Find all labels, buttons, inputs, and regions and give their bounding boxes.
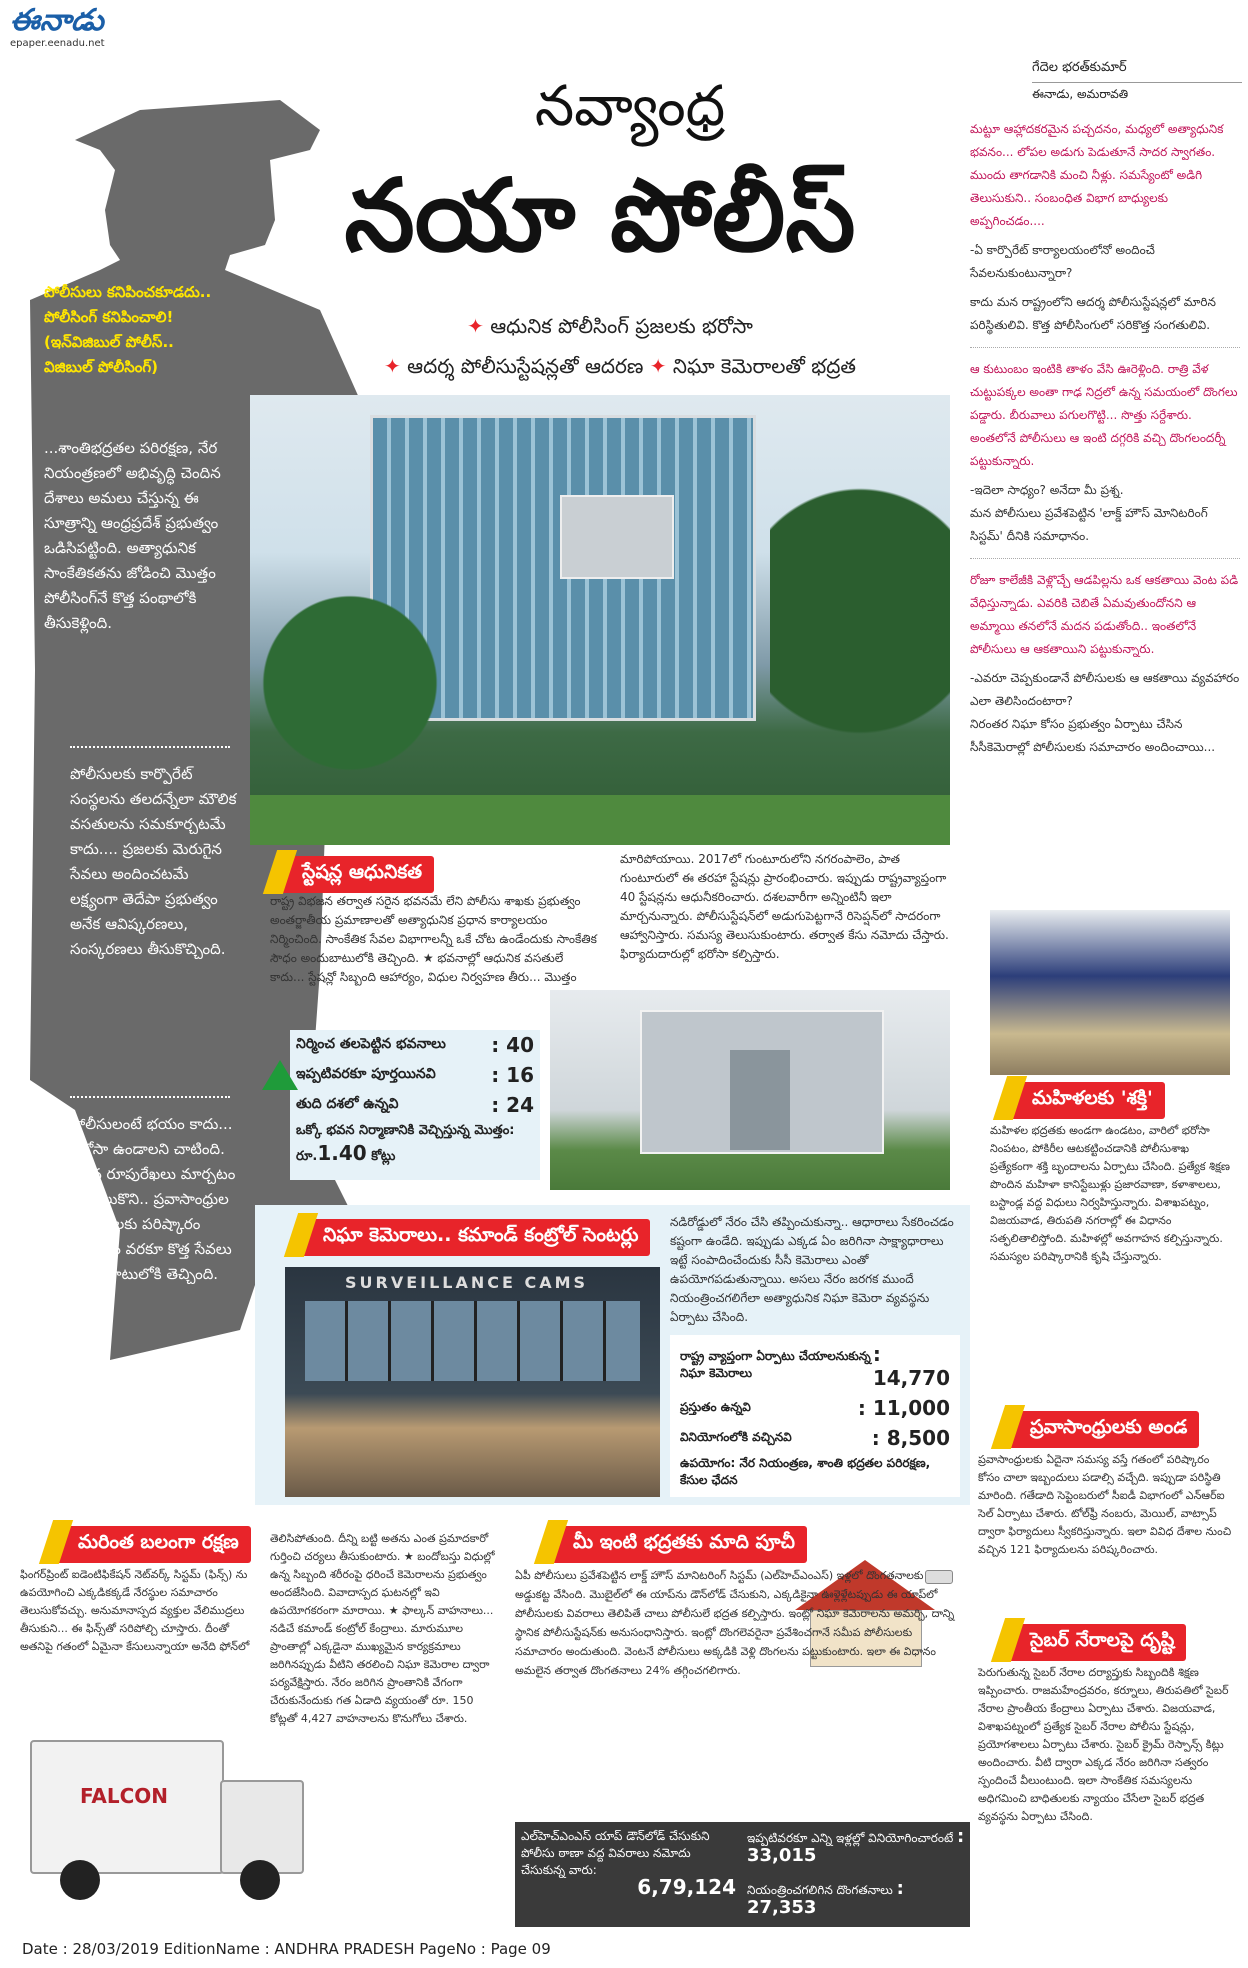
cameras-section xyxy=(255,1205,970,1505)
protection-title: మరింత బలంగా రక్షణ xyxy=(52,1526,251,1563)
sidebar-para-2: పోలీసులకు కార్పొరేట్ సంస్థలను తలదన్నేలా మౌలిక వసతులను సమకూర్చటమే కాదు.... ప్రజలకు మెరుగైన సేవలు అందించటమే లక్ష్యంగా తెదేపా ప్రభుత్వం అనేక ఆవిష్కరణలు, సంస్కరణలు తీసుకొచ్చింది. xyxy=(70,765,237,958)
stations-col-1: రాష్ట్ర విభజన తర్వాత సరైన భవనమే లేని పోలీసు శాఖకు ప్రభుత్వం అంతర్జాతీయ ప్రమాణాలతో అత్యాధునిక ప్రధాన కార్యాలయం నిర్మించింది. సాంకేతిక సేవల విభాగాలన్నీ ఒకే చోట ఉండేందుకు సాంకేతిక సౌధం అందుబాటులోకి తెచ్చింది. ★ భవనాల్లో ఆధునిక వసతులే కాదు... స్టేషన్లో సిబ్బంది ఆహార్యం, విధుల నిర్వహణ తీరు... మొత్తం xyxy=(270,894,597,984)
wheel-icon xyxy=(240,1860,280,1900)
star-icon: ✦ xyxy=(467,314,491,338)
logo-text: ఈనాడు xyxy=(10,3,104,38)
home-stat-3: నియంత్రించగలిగిన దొంగతనాలు : 27,353 xyxy=(747,1878,904,1918)
nri-section xyxy=(978,1405,1240,1605)
byline-name: గేదెల భరత్‌కుమార్ xyxy=(1032,60,1242,83)
protection-col-1: ఫింగర్‌ప్రింట్ ఐడెంటిఫికేషన్ నెట్‌వర్క్ సిస్టమ్ (ఫిన్స్) ను ఉపయోగించి ఎక్కడికక్కడే నేరస్థుల సమాచారం తెలుసుకోవచ్చు. అనుమానాస్పద వ్యక్తుల వేలిముద్రలు తీసుకుని... ఈ ఫిన్స్‌తో సరిపోల్చి చూస్తారు. దీంతో అతనిపై గతంలో ఏమైనా కేసులున్నాయా అనేది ఫోన్‌లో xyxy=(20,1568,250,1653)
slogan-line: (ఇన్‌విజిబుల్ పోలీస్.. xyxy=(44,333,174,351)
home-section xyxy=(515,1520,970,1930)
right-para-2: ఆ కుటుంబం ఇంటికి తాళం వేసి ఊరెళ్లింది. రాత్రి వేళ చుట్టుపక్కల అంతా గాఢ నిద్రలో ఉన్న సమయంలో దొంగలు పడ్డారు. బీరువాలు పగులగొట్టి... సొత్తు సర్దేశారు. అంతలోనే పోలీసులు ఆ ఇంటి దగ్గరికి వచ్చి దొంగలందర్నీ పట్టుకున్నారు. xyxy=(970,362,1238,468)
subhead-1: ✦ ఆధునిక పోలీసింగ్ ప్రజలకు భరోసా xyxy=(467,314,753,338)
divider xyxy=(970,558,1240,559)
byline xyxy=(1032,60,1242,104)
right-q2: -ఇదెలా సాధ్యం? అనేదా మీ ప్రశ్న. xyxy=(970,483,1124,497)
masthead-logo[interactable] xyxy=(10,4,140,50)
slogan-line: విజిబుల్ పోలీసింగ్) xyxy=(44,358,158,376)
stat-row: ప్రస్తుతం ఉన్నవి : 11,000 xyxy=(680,1396,950,1420)
women-police-photo xyxy=(990,910,1230,1075)
divider xyxy=(970,347,1240,348)
tree-right xyxy=(770,455,950,845)
women-text: మహిళల భద్రతకు అండగా ఉండటం, వారిలో భరోసా నింపటం, పోకిరీల ఆటకట్టించడానికి పోలీసుశాఖ ప్రత్యేకంగా శక్తి బృందాలను ఏర్పాటు చేసింది. ప్రత్యేక శిక్షణ పొందిన మహిళా కానిస్టేబుళ్లు ప్రజారవాణా, కళాశాలలు, బస్టాండ్ల వద్ద విధులు నిర్వహిస్తున్నారు. విశాఖపట్నం, విజయవాడ, తిరుపతి నగరాల్లో ఈ విధానం సత్ఫలితాలిస్తోంది. మహిళల్లో అవగాహన కల్పిస్తున్నారు. సమస్యల పరిష్కారానికి కృషి చేస్తున్నారు. xyxy=(990,1124,1230,1263)
cyber-text: పెరుగుతున్న సైబర్ నేరాల దర్యాప్తుకు సిబ్బందికి శిక్షణ ఇప్పించారు. రాజమహేంద్రవరం, కర్నూలు, తిరుపతిలో సైబర్ నేరాల ప్రాంతీయ కేంద్రాలు ఏర్పాటు చేశారు. విజయవాడ, విశాఖపట్నంలో ప్రత్యేక సైబర్ నేరాల పోలీసు స్టేషన్లు, ప్రయోగశాలలు ఏర్పాటు చేశారు. సైబర్ క్రైమ్ రెస్పాన్స్ కిట్లు అందించారు. వీటి ద్వారా ఎక్కడ నేరం జరిగినా సత్వరం స్పందించే వీలుంటుంది. ఇలా సాంకేతిక సమస్యలను అధిగమించి బాధితులకు న్యాయం చేసేలా సైబర్ భద్రత వ్యవస్థను ఏర్పాటు చేసింది. xyxy=(978,1666,1229,1823)
stat-row: నిర్మించ తలపెట్టిన భవనాలు : 40 xyxy=(296,1033,534,1057)
cyber-title: సైబర్ నేరాలపై దృష్టి xyxy=(1004,1624,1186,1661)
surveillance-sign: SURVEILLANCE CAMS xyxy=(345,1273,589,1292)
footer-edition-info: Date : 28/03/2019 EditionName : ANDHRA PRADESH PageNo : Page 09 xyxy=(22,1940,551,1958)
byline-place: ఈనాడు, అమరావతి xyxy=(1032,87,1129,101)
women-section xyxy=(990,910,1240,1390)
stat-row: వినియోగంలోకి వచ్చినవి : 8,500 xyxy=(680,1426,950,1450)
control-room-photo xyxy=(285,1267,660,1497)
wheel-icon xyxy=(60,1860,100,1900)
falcon-truck xyxy=(20,1720,320,1920)
home-text: ఏపీ పోలీసులు ప్రవేశపెట్టిన లాక్డ్ హౌస్ మానిటరింగ్ సిస్టమ్ (ఎల్‌హెచ్‌ఎంఎస్) ఇళ్లలో దొంగతనాలకు అడ్డుకట్ట వేసింది. మొబైల్‌లో ఈ యాప్‌ను డౌన్‌లోడ్ చేసుకుని, ఎక్కడికైనా ఊళ్లెళ్లేటప్పుడు ఈ యాప్‌లో పోలీసులకు వివరాలు తెలిపితే చాలు పోలీసులే భద్రత కల్పిస్తారు. ఇంట్లో నిఘా కెమెరాలను అమర్చి, దాన్ని స్థానిక పోలీసుస్టేషన్‌కు అనుసంధానిస్తారు. ఇంట్లో దొంగలెవరైనా ప్రవేశించగానే సమీప పోలీసులకు సమాచారం అందుతుంది. వెంటనే పోలీసులు అక్కడికి వెళ్లి దొంగలను పట్టుకుంటారు. ఇలా ఈ విధానం అమలైన తర్వాత దొంగతనాలు 24% తగ్గించగలిగారు. xyxy=(515,1569,955,1677)
cameras-text: నడిరోడ్డులో నేరం చేసి తప్పించుకున్నా.. ఆధారాలు సేకరించడం కష్టంగా ఉండేది. ఇప్పుడు ఎక్కడ ఏం జరిగినా సాక్ష్యాధారాలు ఇట్టే సంపాదించేందుకు సీసీ కెమెరాలు ఎంతో ఉపయోగపడుతున్నాయి. అసలు నేరం జరగక ముందే నియంత్రించగలిగేలా అత్యాధునిక నిఘా కెమెరా వ్యవస్థను ఏర్పాటు చేసింది. xyxy=(670,1215,954,1324)
nri-text: ప్రవాసాంధ్రులకు ఏదైనా సమస్య వస్తే గతంలో పరిష్కారం కోసం చాలా ఇబ్బందులు పడాల్సి వచ్చేది. ఇప్పుడా పరిస్థితి మారింది. గతేడాది సెప్టెంబరులో సీఐడీ విభాగంలో ఎన్‌ఆర్‌ఐ సెల్ ఏర్పాటు చేశారు. టోల్‌ఫ్రీ నంబరు, మెయిల్, వాట్సాప్ ద్వారా ఫిర్యాదులు స్వీకరిస్తున్నారు. ఇలా వివిధ దేశాల నుంచి వచ్చిన 121 ఫిర్యాదులను పరిష్కరించారు. xyxy=(978,1453,1232,1556)
building-panel xyxy=(560,495,674,579)
headline-main: నయా పోలీస్ xyxy=(344,156,856,274)
stat-row: తుది దశలో ఉన్నవి : 24 xyxy=(296,1093,534,1117)
hq-building-photo xyxy=(250,395,950,845)
divider xyxy=(70,1096,230,1098)
site-url: epaper.eenadu.net xyxy=(10,38,105,49)
station-door xyxy=(730,1050,790,1150)
stations-title: స్టేషన్ల ఆధునికత xyxy=(276,856,434,893)
star-icon: ✦ xyxy=(384,354,408,378)
lawn xyxy=(250,795,950,845)
right-q3: -ఎవరూ చెప్పకుండానే పోలీసులకు ఆ ఆకతాయి వ్యవహారం ఎలా తెలిసిందంటారా? xyxy=(970,671,1240,708)
stations-stats-box xyxy=(290,1030,540,1180)
stat-row: ఇప్పటివరకూ పూర్తయినవి : 16 xyxy=(296,1063,534,1087)
right-para-1: మట్టూ ఆహ్లాదకరమైన పచ్చదనం, మధ్యలో అత్యాధునిక భవనం... లోపల అడుగు పెడుతూనే సాదర స్వాగతం. ముందు తాగడానికి మంచి నీళ్లు. సమస్యేంటో అడిగి తెలుసుకుని.. సంబంధిత విభాగ బాధ్యులకు అప్పగించడం.... xyxy=(970,122,1224,228)
cameras-title: నిఘా కెమెరాలు.. కమాండ్ కంట్రోల్ సెంటర్లు xyxy=(297,1219,650,1256)
sidebar-slogan xyxy=(44,280,224,380)
protection-section xyxy=(20,1520,500,1930)
sidebar-para-1: ...శాంతిభద్రతల పరిరక్షణ, నేర నియంత్రణలో అభివృద్ధి చెందిన దేశాలు అమలు చేస్తున్న ఈ సూత్రాన్ని ఆంధ్రప్రదేశ్ ప్రభుత్వం ఒడిసిపట్టింది. అత్యాధునిక సాంకేతికతను జోడించి మొత్తం పోలీసింగ్‌నే కొత్త పంథాలోకి తీసుకెళ్లింది. xyxy=(44,439,221,632)
protection-col-2: తెలిసిపోతుంది. దీన్ని బట్టి అతను ఎంత ప్రమాదకారో గుర్తించి చర్యలు తీసుకుంటారు. ★ బందోబస్తు విధుల్లో ఉన్న సిబ్బంది శరీరంపై ధరించే కెమెరాలను ప్రభుత్వం అందజేసింది. వివాదాస్పద ఘటనల్లో ఇవి ఉపయోగకరంగా మారాయి. ★ ఫాల్కన్ వాహనాలు... నడిచే కమాండ్ కంట్రోల్ కేంద్రాలు. మారుమూల ప్రాంతాల్లో ఎక్కడైనా ముఖ్యమైన కార్యక్రమాలు జరిగినప్పుడు వీటిని తరలించి నిఘా కెమెరాల ద్వారా పర్యవేక్షిస్తారు. నేరం జరిగిన ప్రాంతానికి వేగంగా చేరుకునేందుకు గత ఏడాది వ్యయంతో రూ. 150 కోట్లతో 4,427 వాహనాలను కొనుగోలు చేశారు. xyxy=(270,1532,495,1725)
cost-row: ఒక్కో భవన నిర్మాణానికి వెచ్చిస్తున్న మొత్తం: రూ.1.40 కోట్లు xyxy=(296,1123,515,1165)
station-photo xyxy=(550,990,950,1190)
green-arrow-icon xyxy=(262,1060,298,1090)
truck-label: FALCON xyxy=(80,1784,169,1808)
home-stat-2: ఇప్పటివరకూ ఎన్ని ఇళ్లల్లో వినియోగించారంటే : 33,015 xyxy=(747,1826,965,1866)
subhead-2: ✦ ఆదర్శ పోలీసుస్టేషన్లతో ఆదరణ ✦ నిఘా కెమెరాలతో భద్రత xyxy=(384,354,856,378)
cyber-section xyxy=(978,1618,1240,1918)
stations-section xyxy=(260,850,960,1200)
home-stat-1: ఎల్‌హెచ్‌ఎంఎస్ యాప్ డౌన్‌లోడ్ చేసుకుని పోలీసు ఠాణా వద్ద వివరాలు నమోదు చేసుకున్న వారు: 6,79,124 xyxy=(521,1829,736,1899)
right-q1: -ఏ కార్పొరేట్ కార్యాలయంలోనో అందించే సేవలనుకుంటున్నారా? xyxy=(970,243,1155,280)
slogan-line: పోలీసులు కనిపించకూడదు.. xyxy=(44,283,212,301)
right-para-3: రోజూ కాలేజీకి వెళ్లొచ్చే ఆడపిల్లను ఒక ఆకతాయి వెంట పడి వేధిస్తున్నాడు. ఎవరికి చెబితే ఏమవుతుందోనని ఆ అమ్మాయి తనలోనే మదన పడుతోంది.. ఇంతలోనే పోలీసులు ఆ ఆకతాయిని పట్టుకున్నారు. xyxy=(970,573,1239,656)
home-title: మీ ఇంటి భద్రతకు మాది పూచీ xyxy=(547,1526,807,1563)
stat-row: రాష్ట్ర వ్యాప్తంగా ఏర్పాటు చేయాలనుకున్న నిఘా కెమెరాలు : 14,770 xyxy=(680,1342,951,1390)
right-column xyxy=(970,118,1240,759)
headline-kicker: నవ్యాంధ్ర xyxy=(534,74,726,139)
usage-text: ఉపయోగం: నేర నియంత్రణ, శాంతి భద్రతల పరిరక్షణ, కేసుల ఛేదన xyxy=(680,1456,931,1487)
video-wall xyxy=(305,1301,640,1381)
right-a2: మన పోలీసులు ప్రవేశపెట్టిన 'లాక్డ్ హౌస్ మోనిటరింగ్ సిస్టమ్' దీనికి సమాధానం. xyxy=(970,506,1208,543)
stations-col-2: మారిపోయాయి. 2017లో గుంటూరులోని నగరంపాలెం, పాత గుంటూరులో ఈ తరహా స్టేషన్లు ప్రారంభించారు. ఇప్పుడు రాష్ట్రవ్యాప్తంగా 40 స్టేషన్లను ఆధునీకరించారు. దశలవారీగా అన్నింటినీ ఇలా మార్చనున్నారు. పోలీసుస్టేషన్‌లో అడుగుపెట్టగానే రిసెప్షన్‌లో సాదరంగా ఆహ్వానిస్తారు. సమస్య తెలుసుకుంటారు. తర్వాత కేసు నమోదు చేస్తారు. ఫిర్యాదుదారుల్లో భరోసా కల్పిస్తారు. xyxy=(620,852,949,961)
cameras-stats-box xyxy=(670,1335,960,1497)
sidebar-para-3: పోలీసులంటే భయం కాదు... భరోసా ఉండాలని చాటింది. స్టేషన్ల రూపురేఖలు మార్చటం మొదలుకొని.. ప్రవాసాంధ్రుల సమస్యలకు పరిష్కారం చూపటం వరకూ కొత్త సేవలు అందుబాటులోకి తెచ్చింది. xyxy=(70,1115,236,1283)
home-stats xyxy=(515,1822,970,1927)
divider xyxy=(70,746,230,748)
women-title: మహిళలకు 'శక్తి' xyxy=(1006,1082,1165,1119)
right-a3: నిరంతర నిఘా కోసం ప్రభుత్వం ఏర్పాటు చేసిన సీసీకెమెరాల్లో పోలీసులకు సమాచారం అందించాయి... xyxy=(970,717,1216,754)
slogan-line: పోలీసింగ్ కనిపించాలి! xyxy=(44,308,174,326)
right-a1: కాదు మన రాష్ట్రంలోని ఆదర్శ పోలీసుస్టేషన్లలో మారిన పరిస్థితులివి. కొత్త పోలీసింగులో సరికొత్త సంగతులివి. xyxy=(970,295,1216,332)
nri-title: ప్రవాసాంధ్రులకు అండ xyxy=(1004,1411,1199,1448)
star-icon: ✦ xyxy=(649,354,673,378)
